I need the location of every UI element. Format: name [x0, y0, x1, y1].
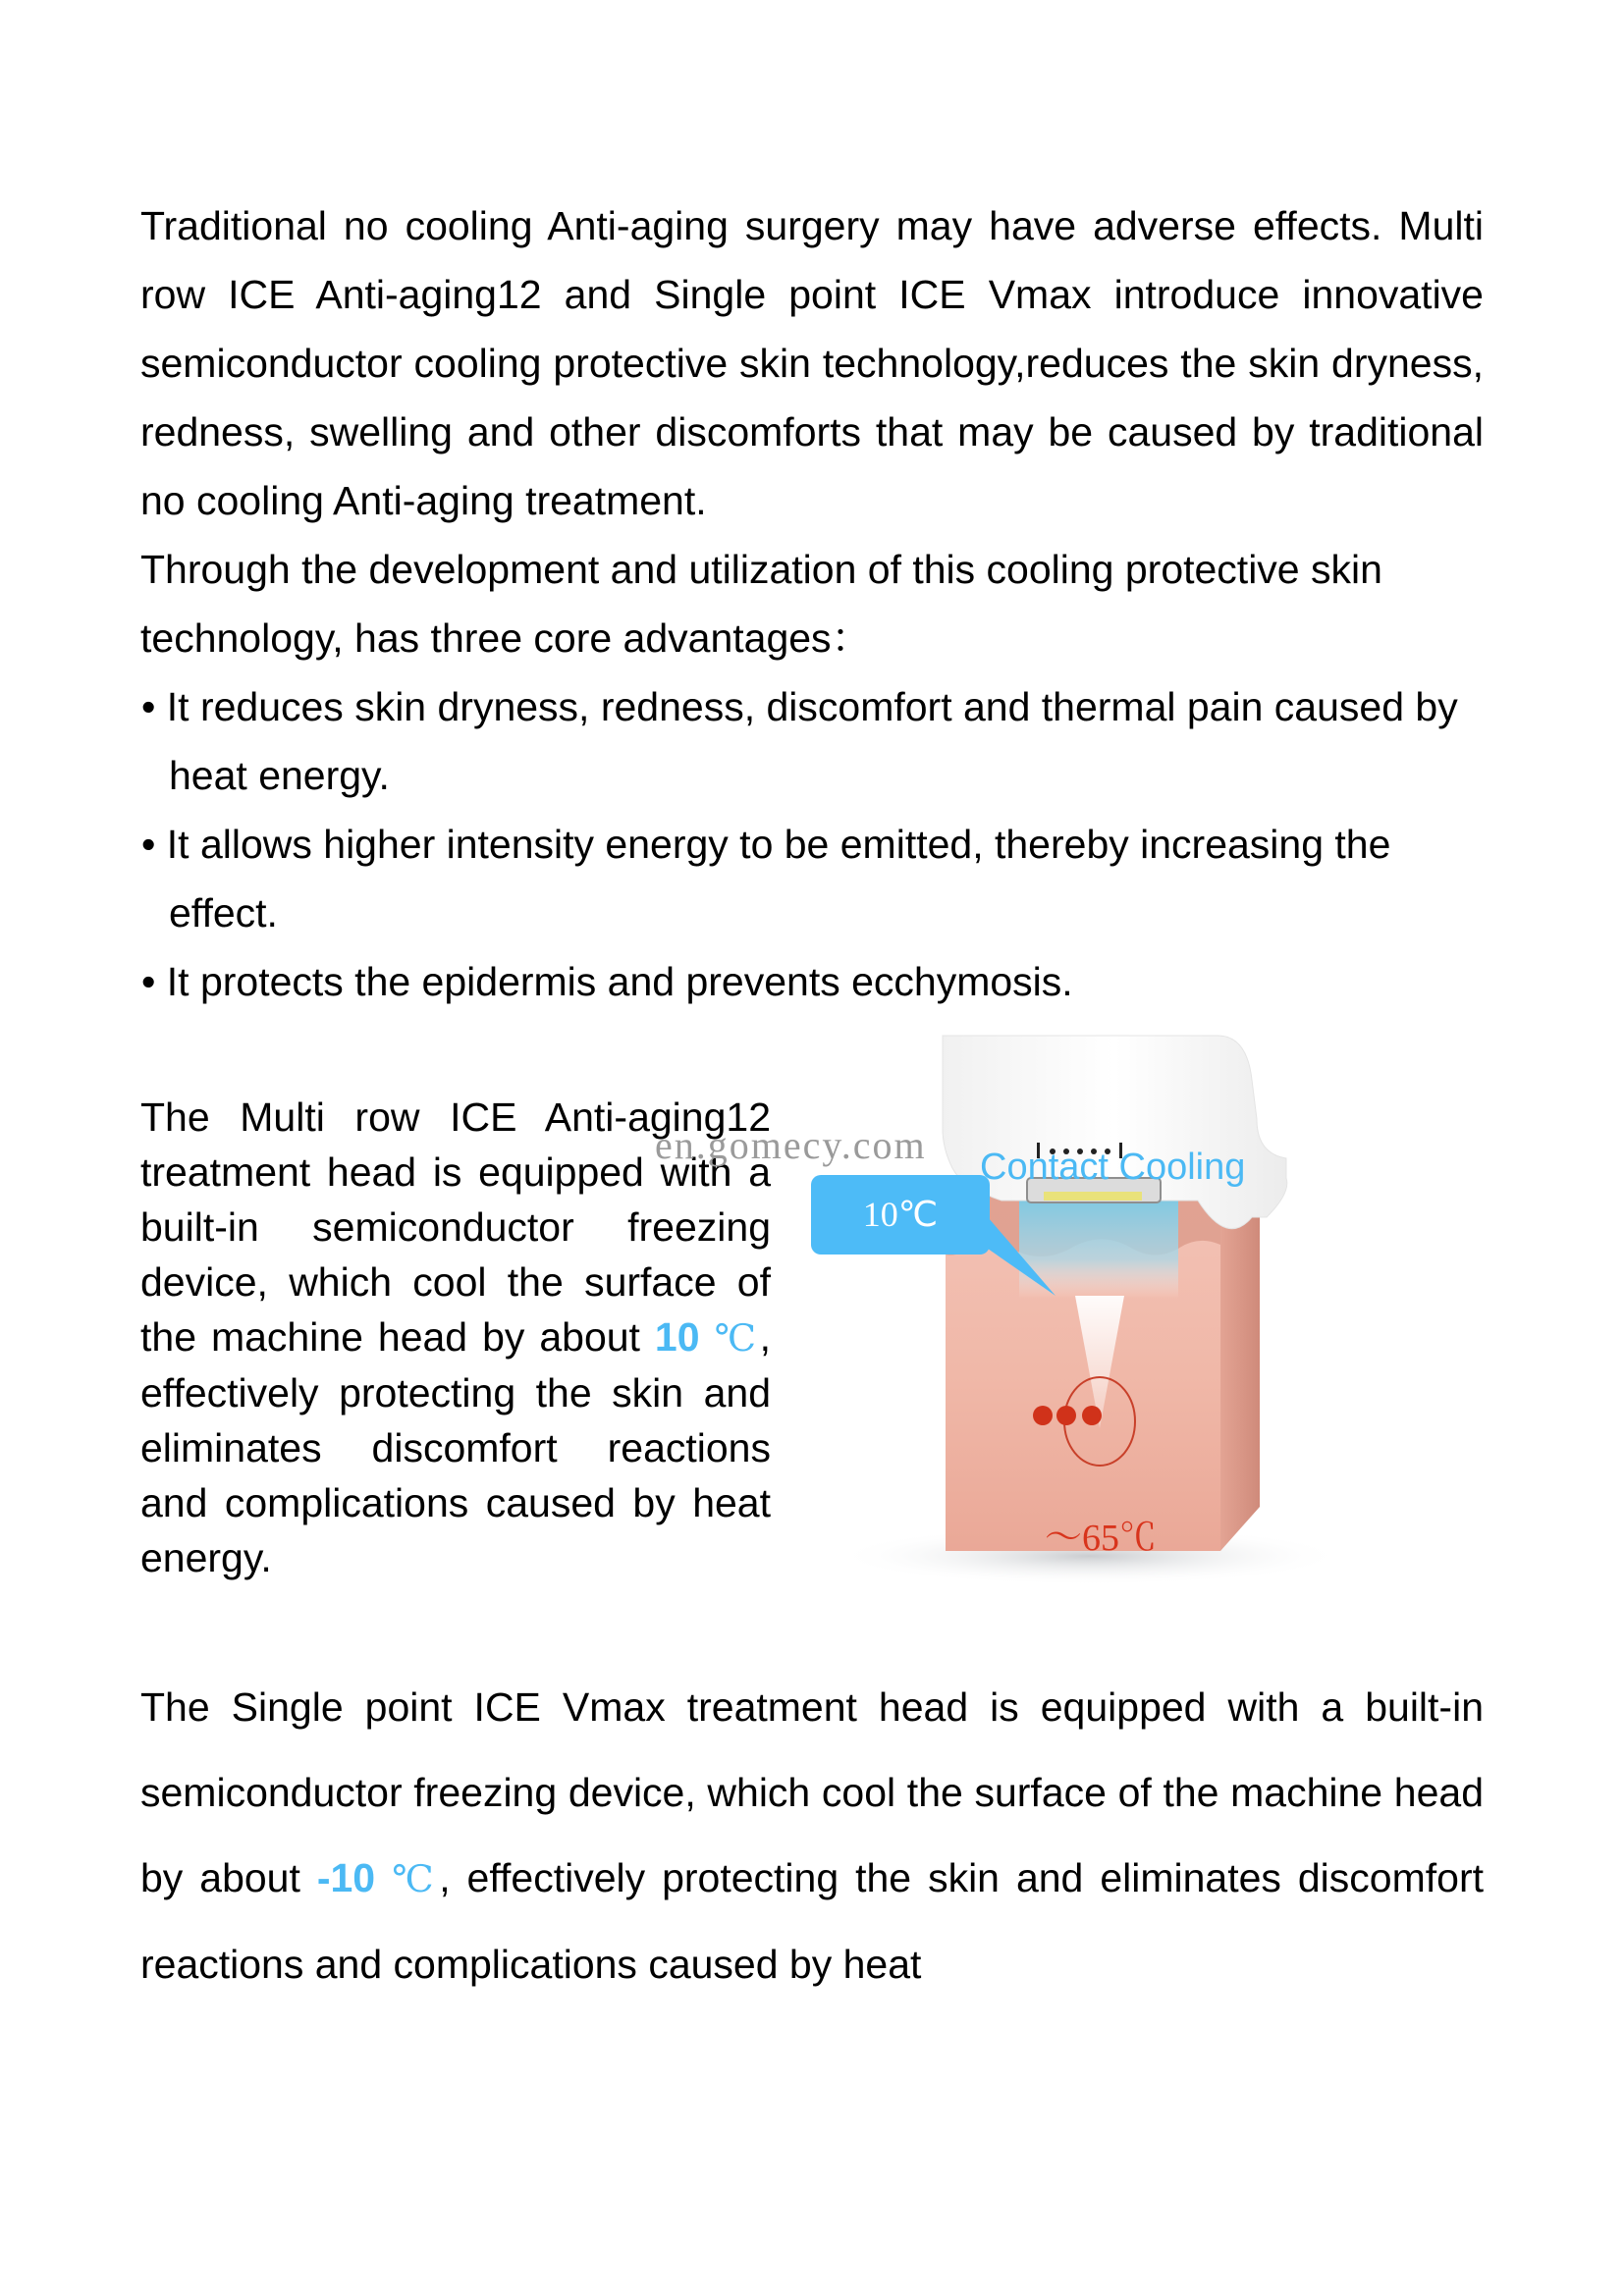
single-point-temp-unit: ℃	[392, 1857, 440, 1900]
bubble-temp-label: 10℃	[862, 1195, 939, 1234]
heat-dot	[1033, 1406, 1053, 1425]
advantage-text: It reduces skin dryness, redness, discomfort and thermal pain caused by heat energy.	[166, 684, 1458, 798]
multi-row-temp-unit: ℃	[714, 1316, 760, 1360]
contact-cooling-label: Contact Cooling	[980, 1147, 1246, 1188]
watermark: en.gomecy.com	[655, 1123, 927, 1167]
single-point-text	[140, 1665, 1484, 2007]
heat-dot	[1082, 1406, 1102, 1425]
bullet-icon: •	[141, 822, 156, 867]
bullet-icon: •	[141, 684, 156, 729]
illustration-graphic	[805, 1021, 1512, 1600]
single-point-text-after: , effectively protecting the skin and eliminates discomfort reactions and complications caused by heat	[140, 1855, 1484, 1987]
advantages-lead: Through the development and utilization of this cooling protective skin technology, has three core advantages：	[140, 547, 1382, 661]
advantages-section	[140, 535, 1484, 1016]
advantage-item	[140, 672, 1484, 810]
contact-cooling-illustration	[805, 1021, 1512, 1600]
multi-row-temp-value: 10	[654, 1314, 700, 1360]
advantage-item	[140, 947, 1484, 1016]
bullet-icon: •	[141, 959, 156, 1004]
single-point-temp-value: -10	[316, 1855, 376, 1900]
single-point-text-before: The Single point ICE Vmax treatment head is equipped with a built-in semiconductor freezing device, which cool the surface of the machine head by about	[140, 1684, 1484, 1900]
intro-paragraph	[140, 191, 1484, 535]
multi-row-text-before: The Multi row ICE Anti-aging12 treatment head is equipped with a built-in semiconductor freezing device, which cool the surface of the machine head by about	[140, 1095, 771, 1360]
temperature-bubble	[811, 1175, 990, 1255]
hot-temp-label: ～65℃	[1045, 1518, 1158, 1559]
advantage-text: It protects the epidermis and prevents ecchymosis.	[166, 959, 1073, 1004]
transducer-strip	[1044, 1192, 1142, 1201]
intro-text: Traditional no cooling Anti-aging surgery may have adverse effects. Multi row ICE Anti-aging12 and Single point ICE Vmax introduce innovative semiconductor cooling protective skin technology,reduces the skin dryness, redness, swelling and other discomforts that may be caused by traditional no cooling Anti-aging treatment.	[140, 203, 1484, 523]
heat-dot	[1056, 1406, 1076, 1425]
advantage-item	[140, 810, 1484, 947]
multi-row-text-after: , effectively protecting the skin and eliminates discomfort reactions and complications caused by heat energy.	[140, 1314, 771, 1580]
single-point-paragraph	[140, 1665, 1484, 2007]
advantage-text: It allows higher intensity energy to be emitted, thereby increasing the effect.	[166, 822, 1391, 935]
